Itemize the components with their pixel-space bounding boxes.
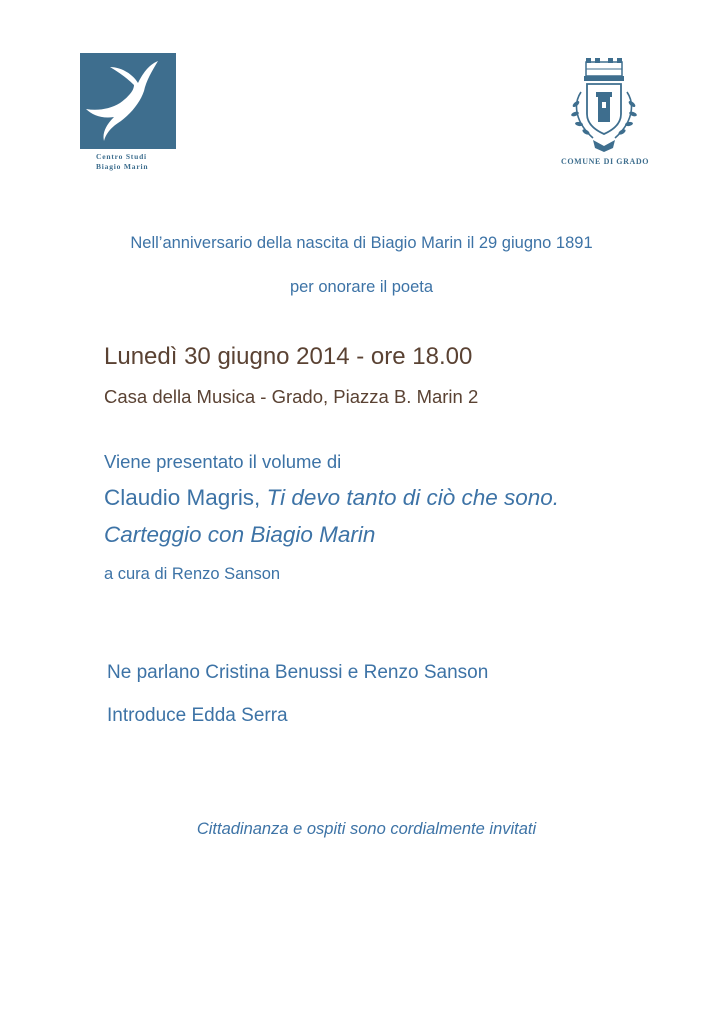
book-title-part-2: Carteggio con Biagio Marin	[104, 522, 376, 547]
volume-intro: Viene presentato il volume di	[104, 451, 342, 472]
centro-studi-logo	[80, 53, 176, 149]
invitation-line: Cittadinanza e ospiti sono cordialmente invitati	[196, 820, 537, 838]
comune-di-grado-logo	[563, 58, 645, 154]
book-title-part-1: Ti devo tanto di ciò che sono.	[266, 485, 560, 510]
coat-of-arms-icon	[563, 58, 645, 154]
event-venue: Casa della Musica - Grado, Piazza B. Marin 2	[104, 386, 479, 407]
intro-line-2: per onorare il poeta	[289, 278, 434, 296]
centro-studi-caption-line-2: Biagio Marin	[96, 162, 149, 171]
centro-studi-caption-line-1: Centro Studi	[96, 152, 147, 161]
comune-di-grado-caption: COMUNE DI GRADO	[560, 157, 650, 166]
intro-line-1: Nell’anniversario della nascita di Biagio Marin il 29 giugno 1891	[130, 234, 593, 252]
book-curator: a cura di Renzo Sanson	[104, 565, 281, 583]
book-author: Claudio Magris,	[104, 485, 267, 510]
event-date-time: Lunedì 30 giugno 2014 - ore 18.00	[104, 343, 473, 370]
bird-icon	[80, 53, 176, 149]
introducer-line: Introduce Edda Serra	[107, 705, 288, 726]
book-title-line-1	[104, 485, 559, 511]
speakers-line: Ne parlano Cristina Benussi e Renzo Sanson	[107, 662, 489, 683]
centro-studi-caption	[80, 152, 190, 172]
